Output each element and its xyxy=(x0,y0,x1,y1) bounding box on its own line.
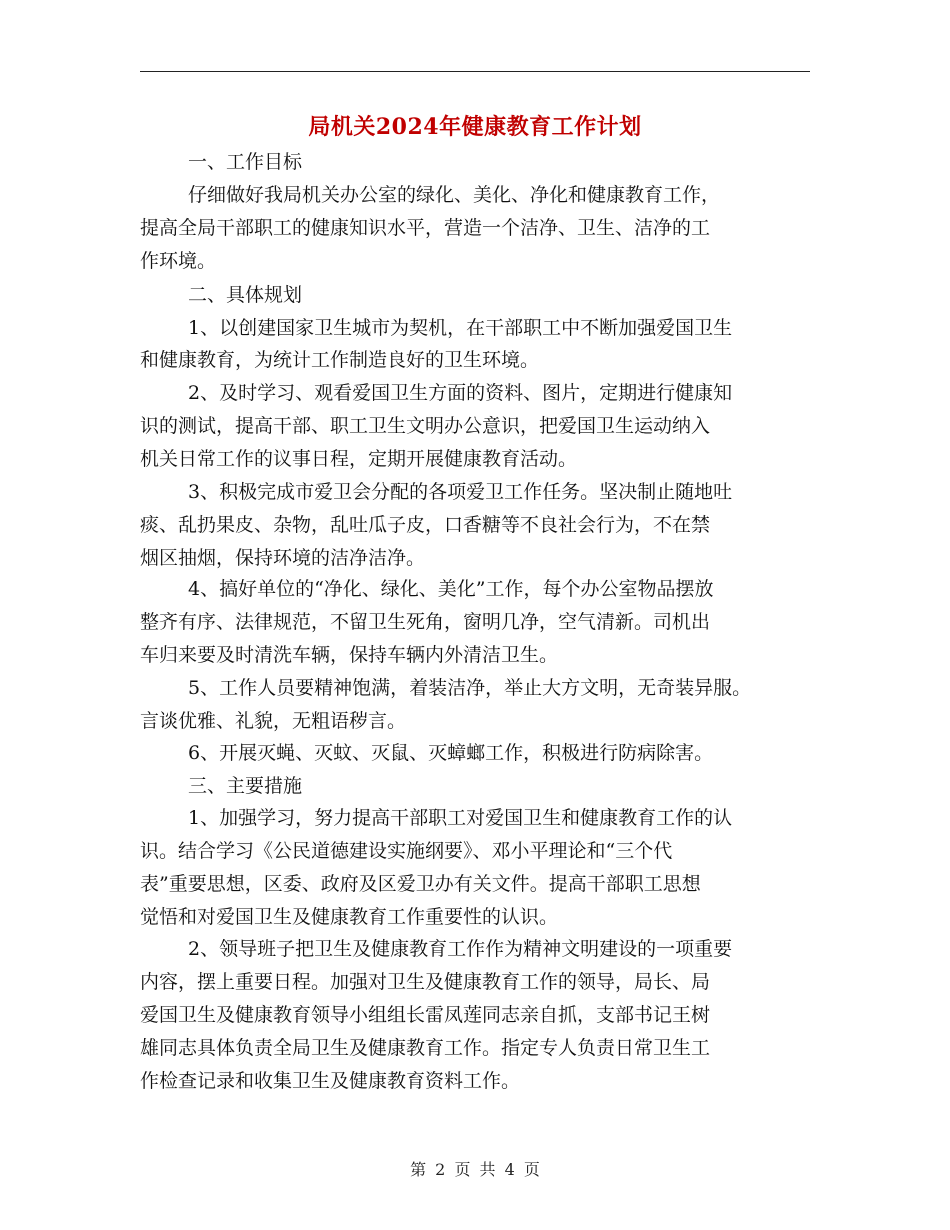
text-line: 5、工作人员要精神饱满，着装洁净，举止大方文明，无奇装异服。 xyxy=(188,677,752,699)
text-line: 作检查记录和收集卫生及健康教育资料工作。 xyxy=(140,1070,521,1092)
text-line: 内容，摆上重要日程。加强对卫生及健康教育工作的领导，局长、局 xyxy=(140,971,711,993)
text-line: 2、及时学习、观看爱国卫生方面的资料、图片，定期进行健康知 xyxy=(188,382,733,404)
text-line: 6、开展灭蝇、灭蚊、灭鼠、灭蟑螂工作，积极进行防病除害。 xyxy=(188,742,714,764)
text-line: 机关日常工作的议事日程，定期开展健康教育活动。 xyxy=(140,448,578,470)
text-line: 识。结合学习《公民道德建设实施纲要》、邓小平理论和“三个代 xyxy=(140,840,673,862)
text-line: 痰、乱扔果皮、杂物，乱吐瓜子皮，口香糖等不良社会行为，不在禁 xyxy=(140,514,711,536)
page-number: 第 2 页 共 4 页 xyxy=(410,1160,540,1179)
text-line: 1、加强学习，努力提高干部职工对爱国卫生和健康教育工作的认 xyxy=(188,807,733,829)
text-line: 三、主要措施 xyxy=(188,775,303,797)
text-line: 仔细做好我局机关办公室的绿化、美化、净化和健康教育工作， xyxy=(188,184,721,206)
text-line: 作环境。 xyxy=(140,250,217,272)
header-rule xyxy=(140,71,810,72)
text-line: 整齐有序、法律规范，不留卫生死角，窗明几净，空气清新。司机出 xyxy=(140,611,711,633)
text-line: 4、搞好单位的“净化、绿化、美化”工作，每个办公室物品摆放 xyxy=(188,578,714,600)
text-line: 3、积极完成市爱卫会分配的各项爱卫工作任务。坚决制止随地吐 xyxy=(188,481,733,503)
text-line: 一、工作目标 xyxy=(188,151,303,173)
text-line: 1、以创建国家卫生城市为契机，在干部职工中不断加强爱国卫生 xyxy=(188,317,733,339)
text-line: 识的测试，提高干部、职工卫生文明办公意识，把爱国卫生运动纳入 xyxy=(140,415,711,437)
text-line: 雄同志具体负责全局卫生及健康教育工作。指定专人负责日常卫生工 xyxy=(140,1037,711,1059)
text-line: 提高全局干部职工的健康知识水平，营造一个洁净、卫生、洁净的工 xyxy=(140,217,711,239)
document-title: 局机关2024年健康教育工作计划 xyxy=(308,114,642,140)
text-line: 车归来要及时清洗车辆，保持车辆内外清洁卫生。 xyxy=(140,644,559,666)
text-line: 表”重要思想，区委、政府及区爱卫办有关文件。提高干部职工思想 xyxy=(140,873,701,895)
text-line: 烟区抽烟，保持环境的洁净洁净。 xyxy=(140,547,426,569)
text-line: 2、领导班子把卫生及健康教育工作作为精神文明建设的一项重要 xyxy=(188,938,733,960)
text-line: 和健康教育，为统计工作制造良好的卫生环境。 xyxy=(140,349,540,371)
text-line: 二、具体规划 xyxy=(188,284,303,306)
text-line: 觉悟和对爱国卫生及健康教育工作重要性的认识。 xyxy=(140,906,559,928)
text-line: 爱国卫生及健康教育领导小组组长雷凤莲同志亲自抓，支部书记王树 xyxy=(140,1004,711,1026)
text-line: 言谈优雅、礼貌，无粗语秽言。 xyxy=(140,710,407,732)
